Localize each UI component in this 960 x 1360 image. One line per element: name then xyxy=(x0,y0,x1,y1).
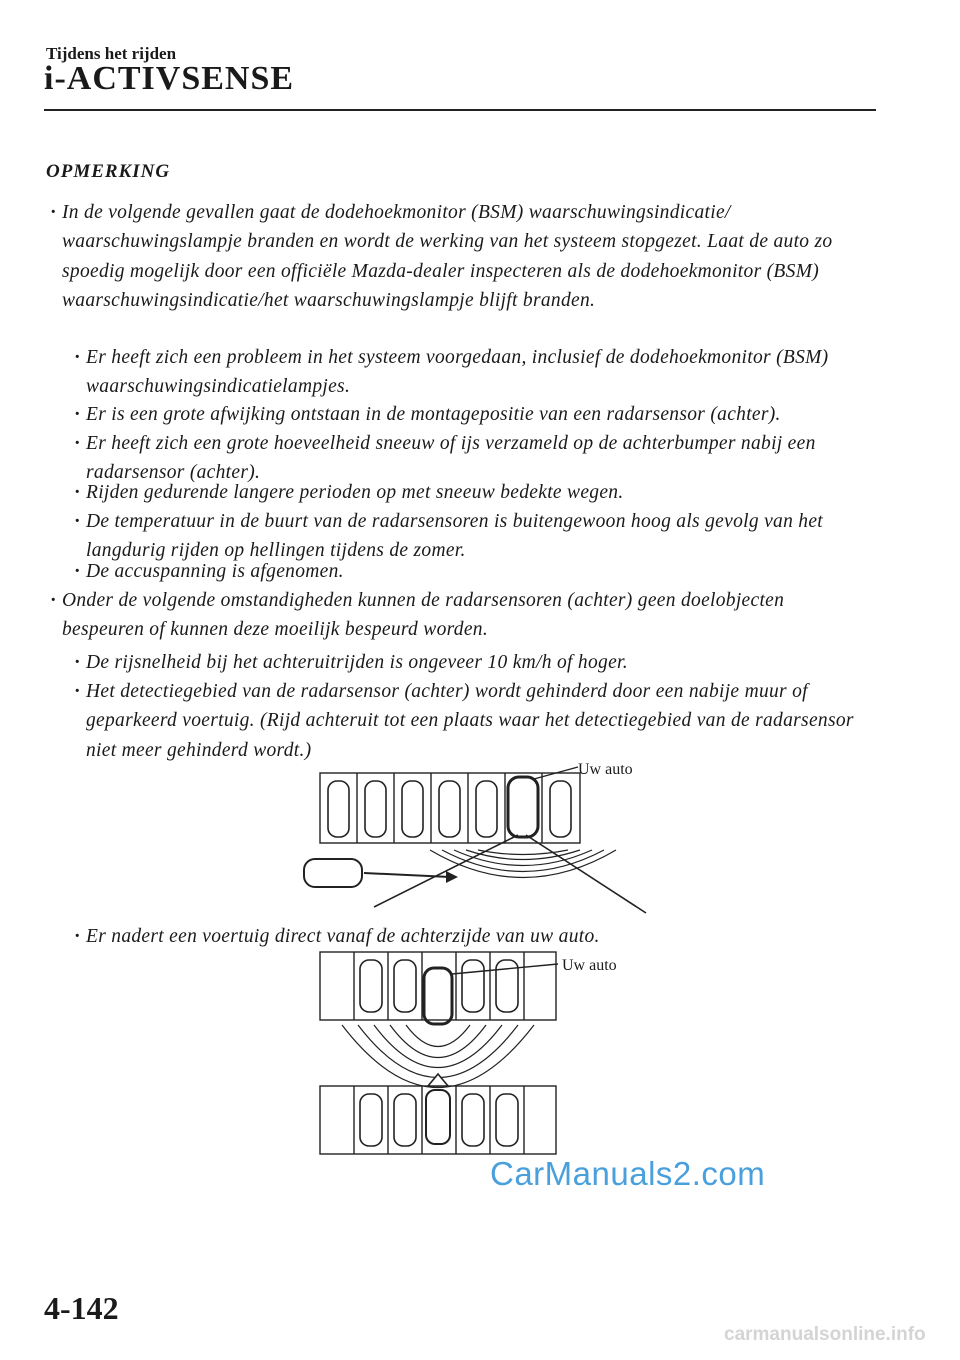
bullet-icon: · xyxy=(50,590,57,611)
parking-figure-1 xyxy=(290,755,650,915)
bullet-icon: · xyxy=(74,511,81,532)
bullet-icon: · xyxy=(74,652,81,673)
own-car-icon xyxy=(424,968,452,1024)
note-heading: OPMERKING xyxy=(46,161,171,182)
note-subitem xyxy=(74,557,876,586)
approach-arrow xyxy=(428,1074,448,1086)
page-number: 4-142 xyxy=(44,1290,119,1326)
note-item xyxy=(50,198,862,316)
note-subitem xyxy=(74,478,876,507)
own-car-label: Uw auto xyxy=(562,957,617,974)
radar-arcs xyxy=(430,850,616,878)
bullet-icon: · xyxy=(74,347,81,368)
note-subitem-text: De temperatuur in de buurt van de radarsensoren is buitengewoon hoog als gevolg van het langdurig rijden op hellingen tijdens de zomer. xyxy=(86,511,824,562)
bullet-icon: · xyxy=(74,926,81,947)
note-subitem xyxy=(74,922,876,951)
note-subitem-text: Er heeft zich een grote hoeveelheid sneeuw of ijs verzameld op de achterbumper nabij een radarsensor (achter). xyxy=(86,433,816,484)
note-subitem-text: De rijsnelheid bij het achteruitrijden is ongeveer 10 km/h of hoger. xyxy=(86,652,628,673)
bullet-icon: · xyxy=(74,482,81,503)
note-subitem-text: Er nadert een voertuig direct vanaf de achterzijde van uw auto. xyxy=(86,926,600,947)
note-subitem-text: Er heeft zich een probleem in het systeem voorgedaan, inclusief de dodehoekmonitor (BSM) waarschuwingsindicatielampjes. xyxy=(86,347,829,398)
note-subitem xyxy=(74,400,876,429)
note-subitem-text: Het detectiegebied van de radarsensor (achter) wordt gehinderd door een nabije muur of geparkeerd voertuig. (Rijd achteruit tot een plaats waar het detectiegebied van de radarsensor niet meer gehinderd wordt.) xyxy=(86,681,854,761)
note-subitem-text: Er is een grote afwijking ontstaan in de montagepositie van een radarsensor (achter). xyxy=(86,404,781,425)
parked-car-icons xyxy=(360,1094,518,1146)
page-title: i-ACTIVSENSE xyxy=(44,60,295,97)
bullet-icon: · xyxy=(74,404,81,425)
note-item-text: Onder de volgende omstandigheden kunnen de radarsensoren (achter) geen doelobjecten bespeuren of kunnen deze moeilijk bespeurd worden. xyxy=(62,590,785,641)
note-subitem-text: De accuspanning is afgenomen. xyxy=(86,561,344,582)
note-item xyxy=(50,586,862,645)
approaching-car-icon xyxy=(304,859,362,887)
own-car-label: Uw auto xyxy=(578,761,633,778)
parking-figure-2 xyxy=(310,950,580,1160)
bullet-icon: · xyxy=(74,433,81,454)
bullet-icon: · xyxy=(74,681,81,702)
watermark: CarManuals2.com xyxy=(490,1155,766,1192)
bullet-icon: · xyxy=(74,561,81,582)
sensor-range-line xyxy=(526,835,646,913)
title-rule xyxy=(44,109,876,111)
section-label: Tijdens het rijden xyxy=(46,44,177,63)
bullet-icon: · xyxy=(50,202,57,223)
note-subitem xyxy=(74,343,876,402)
note-subitem-text: Rijden gedurende langere perioden op met sneeuw bedekte wegen. xyxy=(86,482,624,503)
note-item-text: In de volgende gevallen gaat de dodehoekmonitor (BSM) waarschuwingsindicatie/ waarschuwingslampje branden en wordt de werking van het systeem stopgezet. Laat de auto zo spoedig mogelijk door een officiële Mazda-dealer inspecteren als de dodehoekmonitor (BSM) waarschuwingsindicatie/het waarschuwingslampje blijft branden. xyxy=(62,202,833,312)
approaching-car-icon xyxy=(426,1090,450,1144)
note-subitem xyxy=(74,677,876,765)
site-watermark: carmanualsonline.info xyxy=(724,1324,926,1345)
label-leader xyxy=(452,964,558,974)
note-subitem xyxy=(74,648,876,677)
